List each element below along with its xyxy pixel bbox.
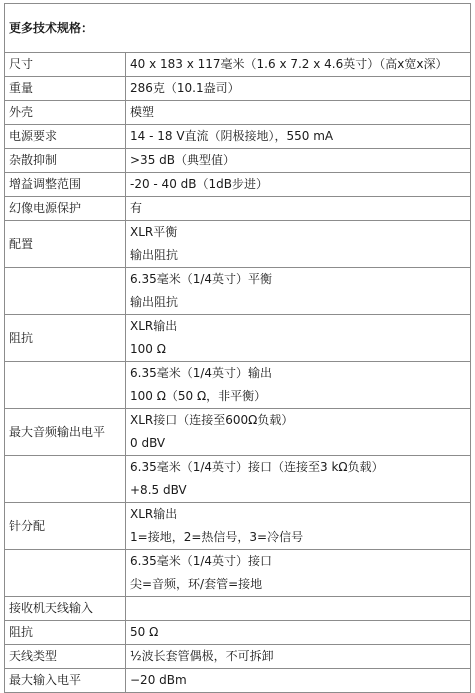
table-row bbox=[5, 669, 471, 693]
spec-label: 幻像电源保护 bbox=[5, 197, 126, 221]
spec-value bbox=[126, 503, 471, 550]
spec-label: 最大音频输出电平 bbox=[5, 409, 126, 456]
table-row bbox=[5, 197, 471, 221]
title-row bbox=[5, 4, 471, 53]
spec-value bbox=[126, 409, 471, 456]
spec-value bbox=[126, 125, 471, 149]
spec-label: 阻抗 bbox=[5, 621, 126, 645]
spec-value-line: 6.35毫米（1/4英寸）接口（连接至3 kΩ负载） bbox=[130, 460, 384, 474]
spec-label: 天线类型 bbox=[5, 645, 126, 669]
table-row bbox=[5, 503, 471, 550]
table-row bbox=[5, 645, 471, 669]
spec-value bbox=[126, 597, 471, 621]
spec-value bbox=[126, 149, 471, 173]
spec-value-line: 输出阻抗 bbox=[130, 248, 179, 262]
spec-label: 外壳 bbox=[5, 101, 126, 125]
spec-label: 针分配 bbox=[5, 503, 126, 550]
spec-value-line: 有 bbox=[130, 201, 143, 215]
table-row bbox=[5, 77, 471, 101]
spec-value bbox=[126, 550, 471, 597]
spec-value-line: 输出阻抗 bbox=[130, 295, 179, 309]
spec-value-line: 0 dBV bbox=[130, 436, 166, 450]
spec-value-line: 40 x 183 x 117毫米（1.6 x 7.2 x 4.6英寸）（高x宽x深） bbox=[130, 57, 448, 71]
spec-value-line: 6.35毫米（1/4英寸）输出 bbox=[130, 366, 273, 380]
table-row bbox=[5, 173, 471, 197]
table-row bbox=[5, 149, 471, 173]
spec-value-line: XLR平衡 bbox=[130, 225, 178, 239]
spec-value bbox=[126, 197, 471, 221]
table-row bbox=[5, 409, 471, 456]
spec-value bbox=[126, 173, 471, 197]
spec-value-line: 1=接地，2=热信号，3=冷信号 bbox=[130, 530, 304, 544]
table-row bbox=[5, 550, 471, 597]
spec-value bbox=[126, 456, 471, 503]
spec-value-line: XLR接口（连接至600Ω负载） bbox=[130, 413, 294, 427]
table-row bbox=[5, 221, 471, 268]
spec-label: 阻抗 bbox=[5, 315, 126, 362]
table-row bbox=[5, 597, 471, 621]
spec-value-line: XLR输出 bbox=[130, 319, 178, 333]
spec-label bbox=[5, 550, 126, 597]
spec-value-line: −20 dBm bbox=[130, 673, 187, 687]
spec-label: 接收机天线输入 bbox=[5, 597, 126, 621]
spec-label: 电源要求 bbox=[5, 125, 126, 149]
spec-value-line: 50 Ω bbox=[130, 625, 159, 639]
spec-value bbox=[126, 268, 471, 315]
table-row bbox=[5, 268, 471, 315]
spec-value-line: ½波长套管偶极，不可拆卸 bbox=[130, 649, 274, 663]
spec-value-line: 6.35毫米（1/4英寸）平衡 bbox=[130, 272, 273, 286]
spec-value-line bbox=[130, 597, 470, 620]
table-row bbox=[5, 53, 471, 77]
spec-value bbox=[126, 101, 471, 125]
spec-label bbox=[5, 362, 126, 409]
spec-label: 重量 bbox=[5, 77, 126, 101]
spec-table-body bbox=[5, 4, 471, 693]
spec-value bbox=[126, 621, 471, 645]
spec-label: 配置 bbox=[5, 221, 126, 268]
spec-value-line: >35 dB（典型值） bbox=[130, 153, 235, 167]
spec-value-line: +8.5 dBV bbox=[130, 483, 187, 497]
spec-label bbox=[5, 268, 126, 315]
spec-value bbox=[126, 53, 471, 77]
spec-value-line: 模塑 bbox=[130, 105, 155, 119]
table-row bbox=[5, 101, 471, 125]
table-row bbox=[5, 621, 471, 645]
spec-label bbox=[5, 456, 126, 503]
spec-label: 最大输入电平 bbox=[5, 669, 126, 693]
table-row bbox=[5, 362, 471, 409]
spec-value-line: -20 - 40 dB（1dB步进） bbox=[130, 177, 268, 191]
table-row bbox=[5, 315, 471, 362]
spec-value-line: 100 Ω bbox=[130, 342, 166, 356]
spec-label: 杂散抑制 bbox=[5, 149, 126, 173]
spec-value bbox=[126, 645, 471, 669]
spec-value bbox=[126, 362, 471, 409]
spec-value-line: 286克（10.1盎司） bbox=[130, 81, 240, 95]
spec-label: 增益调整范围 bbox=[5, 173, 126, 197]
spec-value bbox=[126, 77, 471, 101]
spec-value bbox=[126, 315, 471, 362]
spec-value bbox=[126, 669, 471, 693]
spec-value-line: 14 - 18 V直流（阴极接地），550 mA bbox=[130, 129, 334, 143]
spec-sheet bbox=[4, 3, 470, 693]
spec-value-line: 100 Ω（50 Ω，非平衡） bbox=[130, 389, 267, 403]
spec-title: 更多技术规格： bbox=[5, 4, 471, 53]
spec-value-line: 6.35毫米（1/4英寸）接口 bbox=[130, 554, 273, 568]
spec-label: 尺寸 bbox=[5, 53, 126, 77]
spec-value bbox=[126, 221, 471, 268]
table-row bbox=[5, 456, 471, 503]
spec-table bbox=[4, 3, 471, 693]
spec-value-line: XLR输出 bbox=[130, 507, 178, 521]
table-row bbox=[5, 125, 471, 149]
spec-value-line: 尖=音频，环/套管=接地 bbox=[130, 577, 263, 591]
